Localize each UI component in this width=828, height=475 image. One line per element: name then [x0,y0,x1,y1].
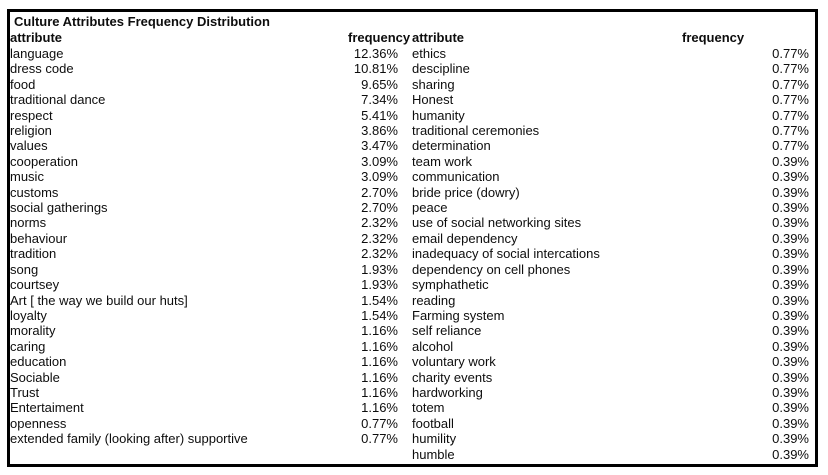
table-row [10,61,815,76]
attribute-cell: Art [ the way we build our huts] [10,292,188,308]
frequency-cell: 1.16% [361,323,398,339]
frequency-cell: 0.77% [361,431,398,447]
attribute-cell: cooperation [10,153,78,169]
attribute-cell: Farming system [412,307,505,323]
frequency-cell: 0.77% [772,76,809,92]
table-row [10,416,815,431]
table-row [10,277,815,292]
attribute-cell: respect [10,107,53,123]
attribute-cell: self reliance [412,323,482,339]
frequency-cell: 0.39% [772,323,809,339]
attribute-cell: education [10,354,67,370]
frequency-cell: 0.77% [772,107,809,123]
frequency-cell: 1.16% [361,354,398,370]
attribute-cell: traditional dance [10,92,106,108]
frequency-cell: 1.16% [361,400,398,416]
frequency-cell: 0.77% [361,415,398,431]
attribute-cell: football [412,415,454,431]
table-row [10,308,815,323]
frequency-cell: 9.65% [361,76,398,92]
attribute-cell: caring [10,338,46,354]
table-row [10,138,815,153]
attribute-cell: music [10,169,44,185]
attribute-cell: voluntary work [412,354,496,370]
table-row [10,262,815,277]
attribute-cell: peace [412,200,448,216]
attribute-cell: humanity [412,107,465,123]
table-row [10,185,815,200]
frequency-cell: 1.54% [361,292,398,308]
frequency-cell: 1.16% [361,338,398,354]
attribute-cell: humility [412,431,457,447]
attribute-cell: ethics [412,46,446,61]
frequency-cell: 0.77% [772,61,809,77]
frequency-cell: 0.39% [772,307,809,323]
frequency-table [10,30,815,462]
frequency-cell: 10.81% [353,61,398,77]
frequency-cell: 3.86% [361,123,398,139]
frequency-cell: 2.32% [361,246,398,262]
table-row [10,169,815,184]
attribute-cell: bride price (dowry) [412,184,520,200]
frequency-cell: 0.39% [772,384,809,400]
attribute-cell: descipline [412,61,470,77]
attribute-cell: Sociable [10,369,60,385]
table-row [10,339,815,354]
attribute-cell: humble [412,446,455,462]
frequency-cell: 0.39% [772,446,809,462]
frequency-cell: 0.39% [772,354,809,370]
attribute-cell: tradition [10,246,57,262]
frequency-cell: 0.77% [772,138,809,154]
table-row [10,431,815,446]
frequency-cell: 0.39% [772,169,809,185]
table-row [10,123,815,138]
frequency-cell: 1.54% [361,307,398,323]
frequency-cell: 5.41% [361,107,398,123]
attribute-cell: totem [412,400,445,416]
attribute-cell: Entertaiment [10,400,84,416]
frequency-cell: 1.16% [361,384,398,400]
table-row [10,46,815,61]
attribute-cell: courtsey [10,277,60,293]
table-row [10,293,815,308]
frequency-cell: 3.47% [361,138,398,154]
frequency-cell: 0.39% [772,292,809,308]
attribute-cell: song [10,261,39,277]
table-row [10,215,815,230]
attribute-cell: Trust [10,384,40,400]
culture-attributes-table [7,9,818,467]
frequency-cell: 0.77% [772,92,809,108]
frequency-cell: 0.39% [772,369,809,385]
attribute-cell: dress code [10,61,74,77]
frequency-cell: 0.39% [772,184,809,200]
attribute-cell: openness [10,415,67,431]
table-row [10,77,815,92]
header-row [10,30,815,46]
frequency-cell: 1.93% [361,261,398,277]
attribute-cell: inadequacy of social intercations [412,246,600,262]
frequency-cell: 2.32% [361,230,398,246]
table-row [10,354,815,369]
attribute-cell: norms [10,215,47,231]
attribute-cell: social gatherings [10,200,108,216]
frequency-cell: 1.16% [361,369,398,385]
attribute-cell: use of social networking sites [412,215,582,231]
frequency-cell: 0.39% [772,261,809,277]
attribute-cell: values [10,138,48,154]
table-title: Culture Attributes Frequency Distribution [14,14,270,29]
attribute-cell: symphathetic [412,277,489,293]
frequency-cell: 7.34% [361,92,398,108]
frequency-cell: 0.39% [772,246,809,262]
attribute-cell: morality [10,323,56,339]
attribute-cell: Honest [412,92,454,108]
frequency-cell: 0.39% [772,200,809,216]
attribute-cell: religion [10,123,52,139]
frequency-cell: 2.70% [361,184,398,200]
attribute-cell: reading [412,292,456,308]
attribute-cell: alcohol [412,338,454,354]
frequency-cell: 0.39% [772,277,809,293]
attribute-cell: dependency on cell phones [412,261,571,277]
table-row [10,370,815,385]
frequency-cell: 2.70% [361,200,398,216]
attribute-cell: customs [10,184,59,200]
frequency-cell: 2.32% [361,215,398,231]
table-row [10,92,815,107]
table-row [10,154,815,169]
frequency-cell: 1.93% [361,277,398,293]
attribute-cell: hardworking [412,384,483,400]
frequency-cell: 3.09% [361,153,398,169]
frequency-cell: 3.09% [361,169,398,185]
attribute-cell: sharing [412,76,455,92]
attribute-cell: determination [412,138,491,154]
frequency-cell: 0.77% [772,123,809,139]
attribute-cell [10,447,348,462]
frequency-cell [348,447,412,462]
col-header-frequency-left: frequency [348,30,411,45]
attribute-cell: communication [412,169,500,185]
attribute-cell: loyalty [10,307,47,323]
col-header-frequency-right: frequency [682,30,745,45]
frequency-cell: 12.36% [353,46,398,61]
table-body [10,46,815,462]
table-header [10,30,815,46]
table-row [10,200,815,215]
frequency-cell: 0.39% [772,230,809,246]
col-header-attribute-left: attribute [10,30,62,45]
attribute-cell: extended family (looking after) supportive [10,431,248,447]
table-row [10,323,815,338]
table-row [10,447,815,462]
frequency-cell: 0.39% [772,400,809,416]
attribute-cell: email dependency [412,230,518,246]
table-row [10,231,815,246]
frequency-cell: 0.77% [772,46,809,61]
attribute-cell: team work [412,153,472,169]
frequency-cell: 0.39% [772,215,809,231]
attribute-cell: traditional ceremonies [412,123,540,139]
attribute-cell: language [10,46,64,61]
frequency-cell: 0.39% [772,338,809,354]
col-header-attribute-right: attribute [412,30,464,45]
frequency-cell: 0.39% [772,415,809,431]
table-row [10,385,815,400]
attribute-cell: behaviour [10,230,68,246]
attribute-cell: food [10,76,36,92]
table-row [10,400,815,415]
frequency-cell: 0.39% [772,153,809,169]
table-row [10,108,815,123]
table-row [10,246,815,261]
frequency-cell: 0.39% [772,431,809,447]
attribute-cell: charity events [412,369,493,385]
